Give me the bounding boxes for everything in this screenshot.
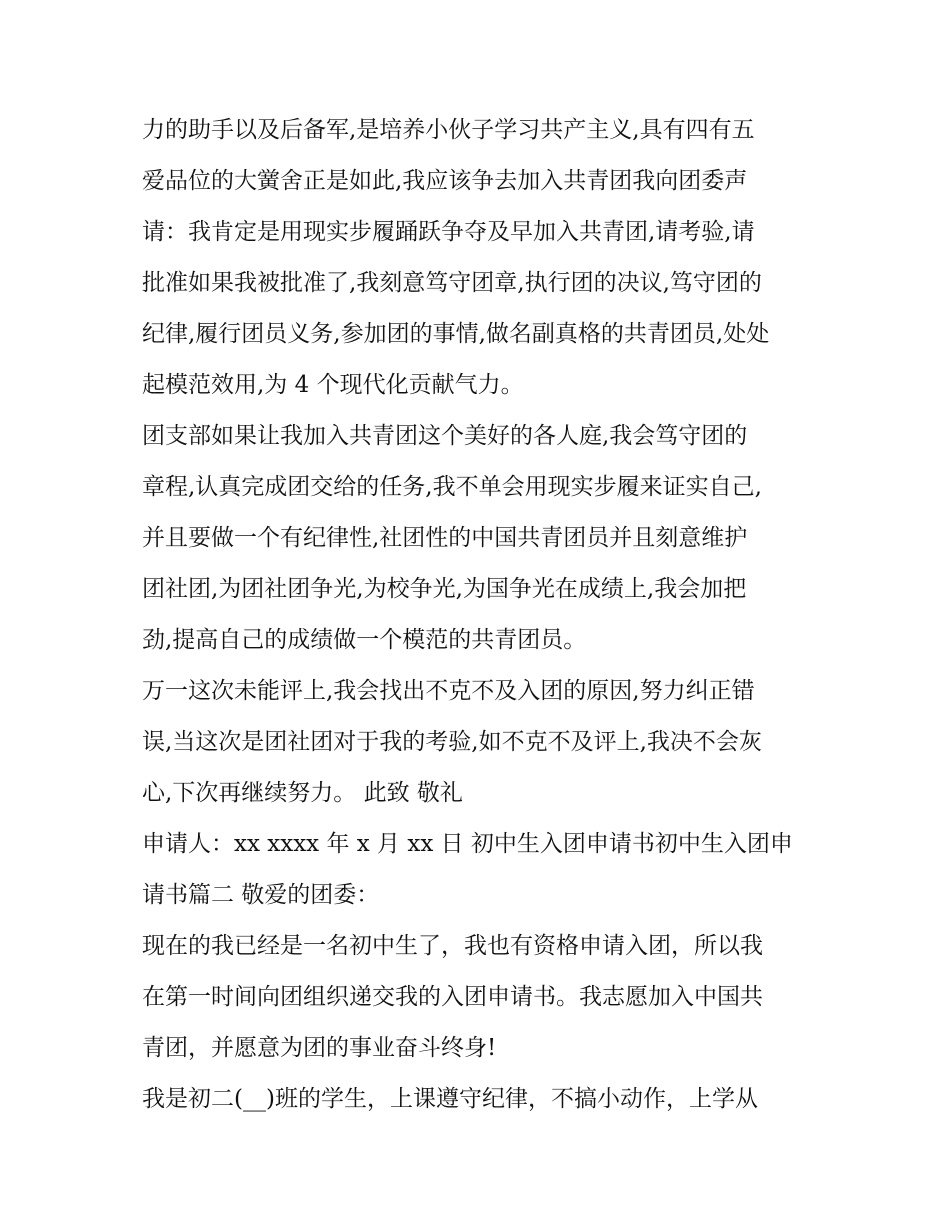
text-line-10: 团社团,为团社团争光,为校争光,为国争光在成绩上,我会加把: [142, 576, 747, 602]
text-line-5: 纪律,履行团员义务,参加团的事情,做名副真格的共青团员,处处: [142, 321, 770, 347]
text-line-14: 心,下次再继续努力。 此致 敬礼: [142, 780, 463, 806]
text-line-4: 批准如果我被批准了,我刻意笃守团章,执行团的决议,笃守团的: [142, 270, 762, 296]
text-line-9: 并且要做一个有纪律性,社团性的中国共青团员并且刻意维护: [142, 525, 748, 551]
text-line-3: 请：我肯定是用现实步履踊跃争夺及早加入共青团,请考验,请: [142, 219, 755, 245]
text-line-11: 劲,提高自己的成绩做一个模范的共青团员。: [142, 627, 587, 653]
text-line-1: 力的助手以及后备军,是培养小伙子学习共产主义,具有四有五: [142, 117, 755, 143]
text-line-13: 误,当这次是团社团对于我的考验,如不克不及评上,我决不会灰: [142, 729, 762, 755]
text-line-19: 青团，并愿意为团的事业奋斗终身!: [142, 1035, 497, 1061]
text-line-12: 万一这次未能评上,我会找出不克不及入团的原因,努力纠正错: [142, 678, 755, 704]
document-body: [142, 105, 822, 1125]
text-line-20: 我是初二(__)班的学生，上课遵守纪律，不搞小动作，上学从: [142, 1086, 758, 1112]
text-line-16: 请书篇二 敬爱的团委：: [142, 882, 380, 908]
text-line-15: 申请人：xx xxxx 年 x 月 xx 日 初中生入团申请书初中生入团申: [142, 831, 793, 857]
text-line-8: 章程,认真完成团交给的任务,我不单会用现实步履来证实自己,: [142, 474, 762, 500]
text-line-18: 在第一时间向团组织递交我的入团申请书。我志愿加入中国共: [142, 984, 763, 1010]
text-line-2: 爱品位的大黉舍正是如此,我应该争去加入共青团我向团委声: [142, 168, 748, 194]
text-line-6: 起模范效用,为 4 个现代化贡献气力。: [142, 372, 524, 398]
text-line-7: 团支部如果让我加入共青团这个美好的各人庭,我会笃守团的: [142, 423, 748, 449]
text-line-17: 现在的我已经是一名初中生了，我也有资格申请入团，所以我: [142, 933, 763, 959]
